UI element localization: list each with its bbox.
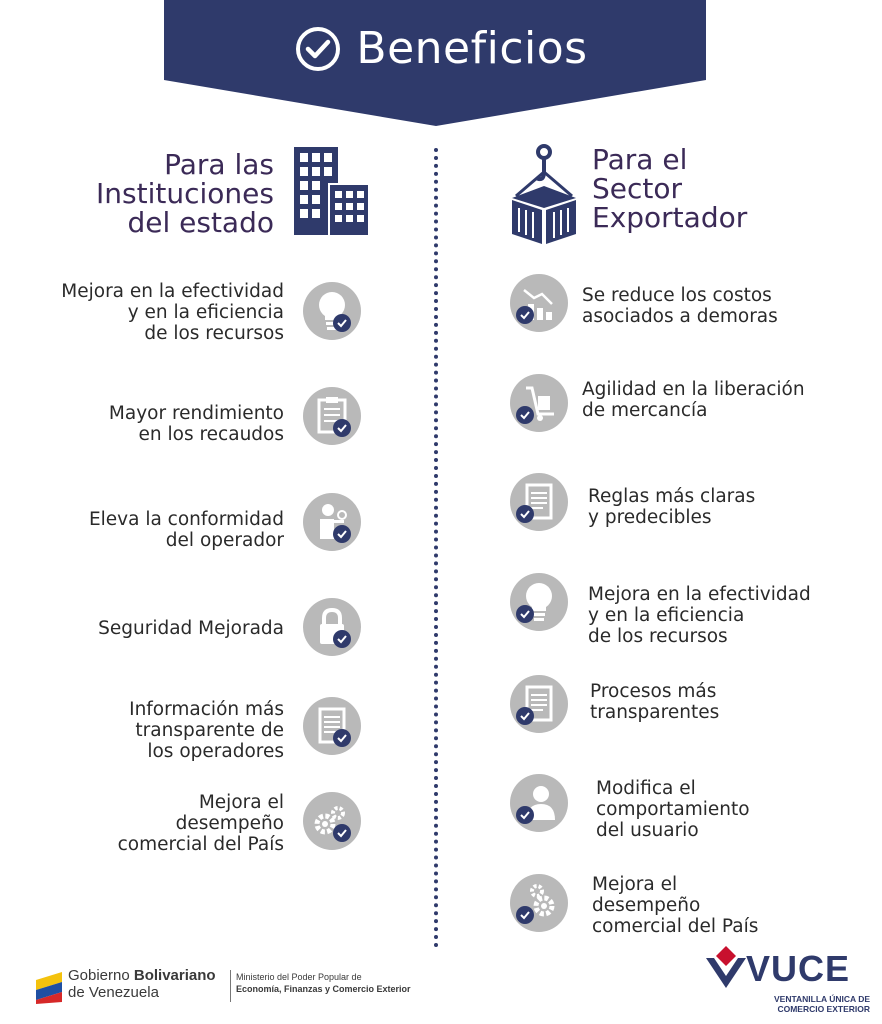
document-icon <box>510 675 568 733</box>
benefit-line: Se reduce los costos <box>582 285 772 306</box>
benefit-line: de mercancía <box>582 400 708 421</box>
benefit-line: Procesos más <box>590 681 717 702</box>
chart-down-icon <box>510 274 568 332</box>
benefit-line: Mejora el <box>198 792 284 813</box>
benefit-line: comportamiento <box>596 799 750 820</box>
benefit-line: transparente de <box>135 720 284 741</box>
left-benefit-4 <box>0 618 284 639</box>
document-icon <box>510 473 568 531</box>
footer-divider <box>230 970 231 1002</box>
benefit-line: desempeño <box>175 813 284 834</box>
check-icon <box>516 806 534 824</box>
document-icon <box>303 697 361 755</box>
benefit-line: y predecibles <box>588 507 712 528</box>
right-benefit-7 <box>592 874 882 937</box>
left-benefit-5 <box>0 699 284 762</box>
check-icon <box>516 605 534 623</box>
government-word: Gobierno <box>68 967 134 984</box>
operator-icon <box>303 493 361 551</box>
benefit-line: del usuario <box>596 820 699 841</box>
benefit-line: Mejora en la efectividad <box>61 281 284 302</box>
right-benefit-5 <box>590 681 882 723</box>
benefit-line: y en la eficiencia <box>588 605 745 626</box>
government-logo <box>34 968 454 1018</box>
benefit-line: de los recursos <box>144 323 284 344</box>
check-icon <box>333 824 351 842</box>
right-benefit-6 <box>596 778 882 841</box>
benefit-line: de los recursos <box>588 626 728 647</box>
heading-line: Exportador <box>592 201 748 234</box>
user-icon <box>510 774 568 832</box>
banner-title <box>0 14 882 84</box>
vuce-subtitle-line: COMERCIO EXTERIOR <box>777 1004 870 1014</box>
benefit-line: Seguridad Mejorada <box>98 618 284 639</box>
ministry-line-2: Economía, Finanzas y Comercio Exterior <box>236 984 411 994</box>
gears-icon <box>303 792 361 850</box>
check-icon <box>516 707 534 725</box>
cargo-container-icon <box>508 142 580 246</box>
left-benefit-6 <box>0 792 284 855</box>
benefit-line: Mejora en la efectividad <box>588 584 811 605</box>
check-icon <box>516 306 534 324</box>
check-circle-icon <box>294 25 342 73</box>
bulb-icon <box>510 573 568 631</box>
benefit-line: Agilidad en la liberación <box>582 379 805 400</box>
benefit-line: en los recaudos <box>138 424 284 445</box>
benefit-line: comercial del País <box>117 834 284 855</box>
right-benefit-1 <box>582 285 882 327</box>
benefit-line: comercial del País <box>592 916 759 937</box>
bulb-icon <box>303 282 361 340</box>
benefit-line: Reglas más claras <box>588 486 756 507</box>
right-column-heading <box>592 145 852 232</box>
vuce-wordmark: VUCE <box>746 948 851 989</box>
heading-line: del estado <box>127 206 274 239</box>
check-icon <box>516 906 534 924</box>
buildings-icon <box>292 145 372 237</box>
heading-line: Instituciones <box>96 177 274 210</box>
ministry-line-1: Ministerio del Poder Popular de <box>236 972 362 982</box>
left-benefit-2 <box>0 403 284 445</box>
check-icon <box>333 729 351 747</box>
right-benefit-2 <box>582 379 882 421</box>
benefit-line: Información más <box>129 699 284 720</box>
lock-icon <box>303 598 361 656</box>
benefit-line: Mejora el <box>592 874 678 895</box>
vuce-subtitle <box>730 994 870 1014</box>
check-icon <box>516 406 534 424</box>
benefit-line: del operador <box>165 530 284 551</box>
benefit-line: Mayor rendimiento <box>108 403 284 424</box>
left-benefit-1 <box>0 281 284 344</box>
benefit-line: asociados a demoras <box>582 306 778 327</box>
benefit-line: Eleva la conformidad <box>88 509 284 530</box>
venezuela-flag-icon <box>34 970 64 1004</box>
vuce-subtitle-line: VENTANILLA ÚNICA DE <box>773 994 870 1004</box>
gears-icon <box>510 874 568 932</box>
government-word-bold: Bolivariano <box>133 967 216 984</box>
heading-line: Para las <box>164 148 274 181</box>
left-column-heading <box>14 150 274 237</box>
right-benefit-3 <box>588 486 882 528</box>
benefit-line: y en la eficiencia <box>127 302 284 323</box>
left-benefit-3 <box>0 509 284 551</box>
benefit-line: Modifica el <box>596 778 696 799</box>
check-icon <box>333 525 351 543</box>
government-name <box>68 968 216 984</box>
heading-line: Sector <box>592 172 683 205</box>
check-icon <box>333 630 351 648</box>
hand-truck-icon <box>510 374 568 432</box>
benefit-line: desempeño <box>592 895 701 916</box>
vuce-logo <box>700 944 870 1020</box>
check-icon <box>333 314 351 332</box>
check-icon <box>516 505 534 523</box>
page-title: Beneficios <box>356 23 588 74</box>
column-divider <box>434 148 442 948</box>
benefit-line: los operadores <box>147 741 284 762</box>
right-benefit-4 <box>588 584 882 647</box>
government-country: de Venezuela <box>68 984 159 1001</box>
heading-line: Para el <box>592 143 688 176</box>
check-icon <box>333 419 351 437</box>
clipboard-icon <box>303 387 361 445</box>
benefit-line: transparentes <box>590 702 720 723</box>
